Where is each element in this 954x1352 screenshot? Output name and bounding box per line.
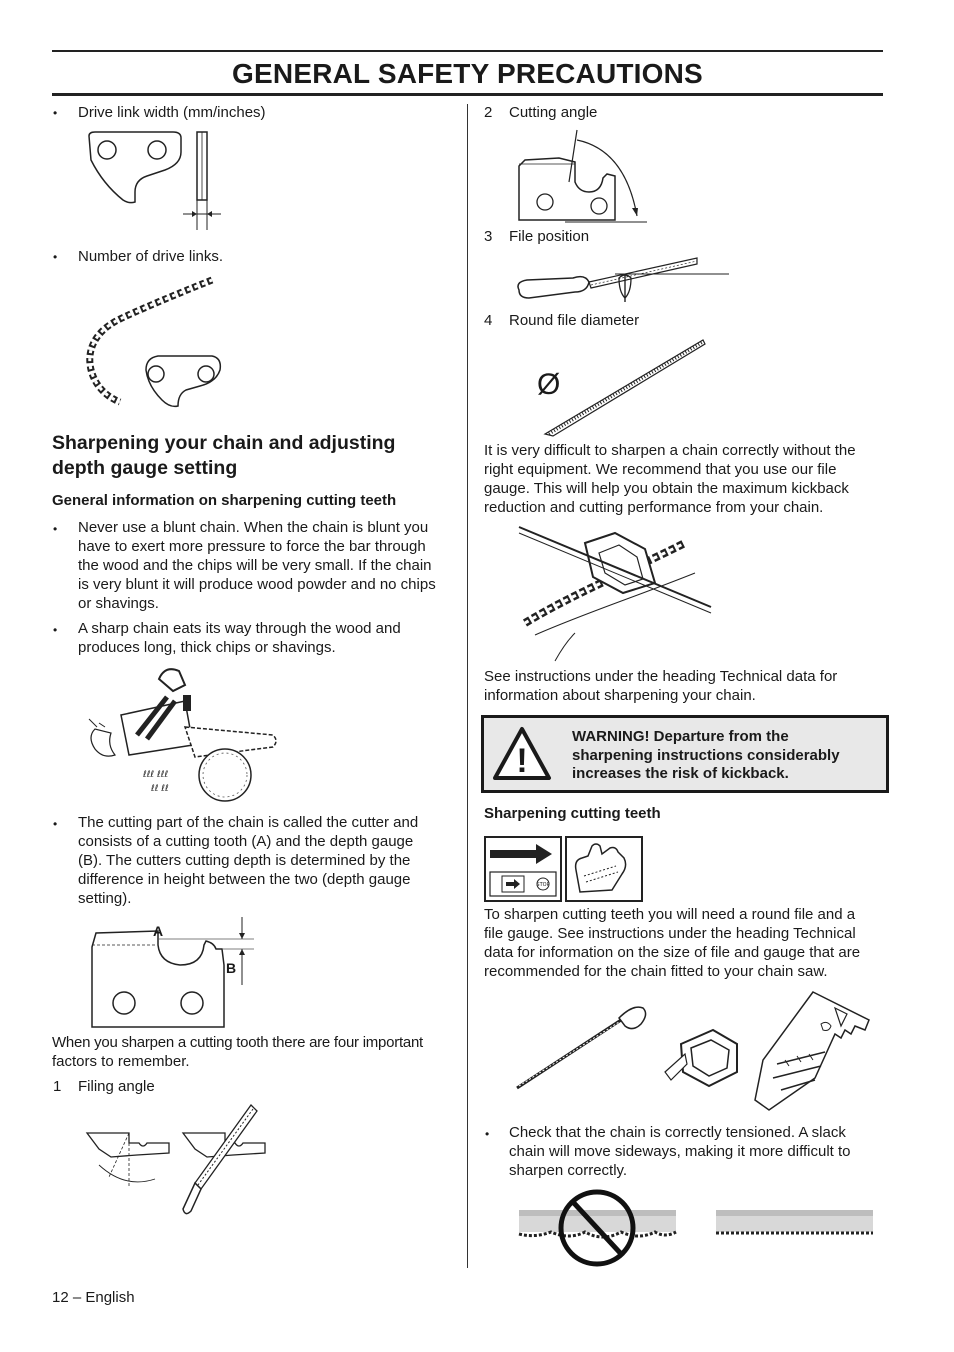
bullet-icon: • <box>53 106 58 120</box>
section-heading-line2: depth gauge setting <box>52 457 238 479</box>
item-number: 1 <box>53 1078 62 1095</box>
four-factors-line: When you sharpen a cutting tooth there are four important <box>52 1034 423 1051</box>
svg-text:ℓℓℓ ℓℓℓ: ℓℓℓ ℓℓℓ <box>143 770 169 780</box>
column-divider <box>467 104 468 1268</box>
cutting-angle-illustration <box>515 128 655 226</box>
equipment-para-line: reduction and cutting performance from your chain. <box>484 499 824 516</box>
sharpening-tools-illustration <box>515 990 880 1118</box>
bullet-tension-line: Check that the chain is correctly tensioned. A slack <box>509 1124 846 1141</box>
stop-label: STOP <box>536 882 550 888</box>
header-bottom-rule <box>52 93 883 96</box>
bullet-tension-line: sharpen correctly. <box>509 1162 628 1179</box>
equipment-para-line: gauge. This will help you obtain the maximum kickback <box>484 480 849 497</box>
bullet-icon: • <box>53 623 58 637</box>
bullet-blunt-line: Never use a blunt chain. When the chain is blunt you <box>78 519 429 536</box>
to-sharpen-line: recommended for the chain fitted to your chain saw. <box>484 963 828 980</box>
header-top-rule <box>52 50 883 52</box>
chainsaw-cutting-illustration <box>85 665 280 805</box>
protective-glove-instruction-icons <box>484 836 644 902</box>
bullet-num-links-text: Number of drive links. <box>78 248 224 265</box>
chain-tension-illustration <box>515 1188 880 1270</box>
svg-text:ℓℓ ℓℓ: ℓℓ ℓℓ <box>151 784 169 794</box>
warning-line: increases the risk of kickback. <box>572 765 789 782</box>
item-cutting-angle: Cutting angle <box>509 104 598 121</box>
page-title: GENERAL SAFETY PRECAUTIONS <box>232 58 703 89</box>
bullet-drive-link-text: Drive link width (mm/inches) <box>78 104 266 121</box>
bullet-icon: • <box>53 817 58 831</box>
filing-angle-illustration <box>85 1103 275 1221</box>
bullet-icon: • <box>53 250 58 264</box>
warning-box <box>481 715 889 793</box>
diameter-symbol: Ø <box>537 368 561 401</box>
see-instructions-line: information about sharpening your chain. <box>484 687 756 704</box>
bullet-sharp-line: A sharp chain eats its way through the wood and <box>78 620 401 637</box>
item-file-position: File position <box>509 228 590 245</box>
bullet-cutter-line: difference in height between the two (depth gauge <box>78 871 411 888</box>
page-number-footer: 12 – English <box>52 1289 135 1306</box>
drive-link-illustration <box>85 130 225 235</box>
bullet-cutter-line: (B). The cutters cutting depth is determined by the <box>78 852 411 869</box>
item-number: 3 <box>484 228 493 245</box>
to-sharpen-line: file gauge. See instructions under the heading Technical <box>484 925 856 942</box>
subheading-sharpening-teeth: Sharpening cutting teeth <box>484 805 661 822</box>
bullet-blunt-line: is very blunt it will produce wood powder and no chips <box>78 576 436 593</box>
warning-line: WARNING! Departure from the <box>572 728 789 745</box>
warning-line: sharpening instructions considerably <box>572 746 840 764</box>
bullet-cutter-line: The cutting part of the chain is called the cutter and <box>78 814 419 831</box>
bullet-blunt-line: the wood and the chips will be very small. If the chain <box>78 557 432 574</box>
item-round-file-diameter: Round file diameter <box>509 312 640 329</box>
section-heading-line1: Sharpening your chain and adjusting <box>52 432 396 454</box>
subheading-general-info: General information on sharpening cutting teeth <box>52 492 397 509</box>
equipment-para-line: right equipment. We recommend that you use our file <box>484 461 837 478</box>
equipment-para-line: It is very difficult to sharpen a chain correctly without the <box>484 442 856 459</box>
bullet-icon: • <box>53 522 58 536</box>
chain-loop-illustration <box>82 274 232 409</box>
label-a: A <box>153 923 164 939</box>
see-instructions-line: See instructions under the heading Technical data for <box>484 668 838 685</box>
bullet-tension-line: chain will move sideways, making it more difficult to <box>509 1143 851 1160</box>
warning-text <box>572 728 882 784</box>
item-number: 4 <box>484 312 493 329</box>
file-position-illustration <box>515 252 735 304</box>
label-b: B <box>226 960 237 976</box>
bullet-icon: • <box>485 1127 490 1141</box>
item-number: 2 <box>484 104 493 121</box>
cutter-depth-gauge-illustration <box>88 915 263 1030</box>
warning-triangle-icon <box>492 726 552 782</box>
to-sharpen-line: To sharpen cutting teeth you will need a round file and a <box>484 906 856 923</box>
item-filing-angle: Filing angle <box>78 1078 155 1095</box>
bullet-blunt-line: have to exert more pressure to force the bar through <box>78 538 426 555</box>
four-factors-line: factors to remember. <box>52 1053 190 1070</box>
to-sharpen-line: data for information on the size of file and gauge that are <box>484 944 861 961</box>
file-gauge-on-chain-illustration <box>515 523 715 663</box>
bullet-blunt-line: or shavings. <box>78 595 159 612</box>
bullet-sharp-line: produces long, thick chips or shavings. <box>78 639 336 656</box>
bullet-cutter-line: consists of a cutting tooth (A) and the depth gauge <box>78 833 414 850</box>
bullet-cutter-line: setting). <box>78 890 132 907</box>
warning-glyph: ! <box>516 742 528 780</box>
